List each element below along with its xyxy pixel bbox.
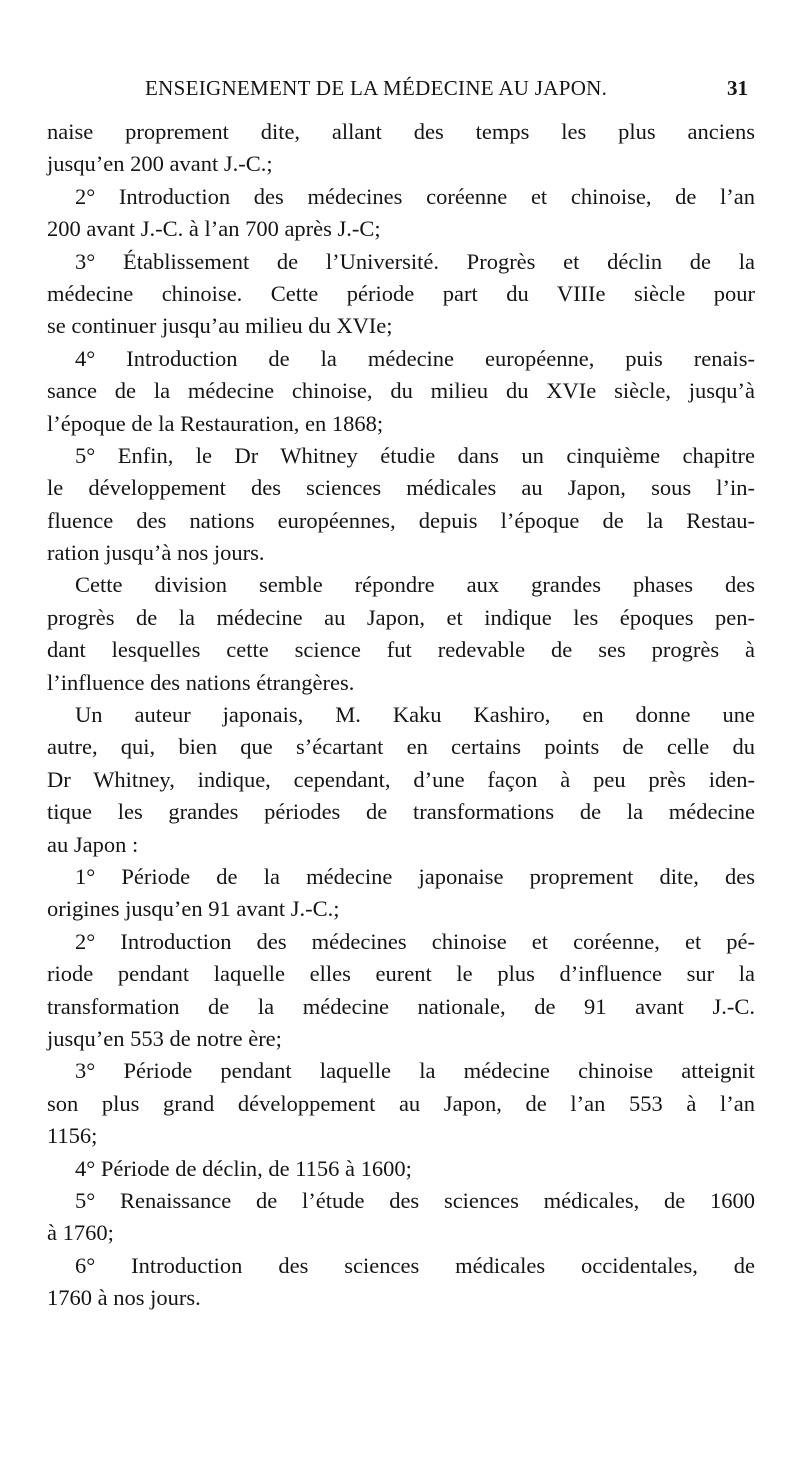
- text-line: progrès de la médecine au Japon, et indique les époques pen-: [47, 604, 755, 630]
- text-line: 2° Introduction des médecines coréenne et chinoise, de l’an: [75, 183, 755, 209]
- text-line: naise proprement dite, allant des temps les plus anciens: [47, 119, 755, 144]
- text-line: origines jusqu’en 91 avant J.-C.;: [47, 896, 340, 922]
- text-line: sance de la médecine chinoise, du milieu du XVIe siècle, jusqu’à: [47, 378, 755, 404]
- text-line: le développement des sciences médicales au Japon, sous l’in-: [47, 475, 755, 501]
- text-line: fluence des nations européennes, depuis l’époque de la Restau-: [47, 507, 755, 533]
- body-text: [47, 116, 755, 1314]
- text-line: jusqu’en 553 de notre ère;: [47, 1025, 282, 1051]
- text-line: 200 avant J.-C. à l’an 700 après J.-C;: [47, 216, 381, 242]
- text-line: 1156;: [47, 1123, 98, 1149]
- text-line: Un auteur japonais, M. Kaku Kashiro, en donne une: [75, 702, 755, 728]
- text-line: à 1760;: [47, 1220, 114, 1246]
- text-line: jusqu’en 200 avant J.-C.;: [47, 151, 273, 177]
- text-line: 2° Introduction des médecines chinoise et coréenne, et pé-: [75, 928, 755, 954]
- text-line: l’influence des nations étrangères.: [47, 669, 355, 695]
- text-line: autre, qui, bien que s’écartant en certains points de celle du: [47, 734, 755, 760]
- text-line: 6° Introduction des sciences médicales occidentales, de: [75, 1252, 755, 1278]
- text-line: Cette division semble répondre aux grandes phases des: [75, 572, 755, 598]
- text-line: 1° Période de la médecine japonaise proprement dite, des: [75, 863, 755, 889]
- text-line: l’époque de la Restauration, en 1868;: [47, 410, 384, 436]
- text-line: son plus grand développement au Japon, de l’an 553 à l’an: [47, 1090, 755, 1116]
- text-line: Dr Whitney, indique, cependant, d’une façon à peu près iden-: [47, 766, 755, 792]
- text-line: tique les grandes périodes de transformations de la médecine: [47, 799, 755, 825]
- text-line: 4° Introduction de la médecine européenne, puis renais-: [75, 345, 755, 371]
- text-line: transformation de la médecine nationale, de 91 avant J.-C.: [47, 993, 755, 1019]
- text-line: médecine chinoise. Cette période part du VIIIe siècle pour: [47, 280, 755, 306]
- text-line: riode pendant laquelle elles eurent le plus d’influence sur la: [47, 961, 755, 987]
- text-line: 3° Établissement de l’Université. Progrès et déclin de la: [75, 248, 755, 274]
- text-line: au Japon :: [47, 831, 139, 857]
- text-line: se continuer jusqu’au milieu du XVIe;: [47, 313, 393, 339]
- running-title: ENSEIGNEMENT DE LA MÉDECINE AU JAPON.: [145, 76, 608, 100]
- text-line: 5° Enfin, le Dr Whitney étudie dans un cinquième chapitre: [75, 442, 755, 468]
- page-number: 31: [727, 76, 748, 100]
- text-line: 1760 à nos jours.: [47, 1285, 201, 1311]
- text-line: dant lesquelles cette science fut redevable de ses progrès à: [47, 637, 755, 663]
- text-line: 5° Renaissance de l’étude des sciences médicales, de 1600: [75, 1187, 755, 1213]
- text-line: ration jusqu’à nos jours.: [47, 540, 265, 566]
- text-line: 4° Période de déclin, de 1156 à 1600;: [75, 1155, 412, 1181]
- running-head: [50, 72, 750, 108]
- text-line: 3° Période pendant laquelle la médecine chinoise atteignit: [75, 1058, 755, 1084]
